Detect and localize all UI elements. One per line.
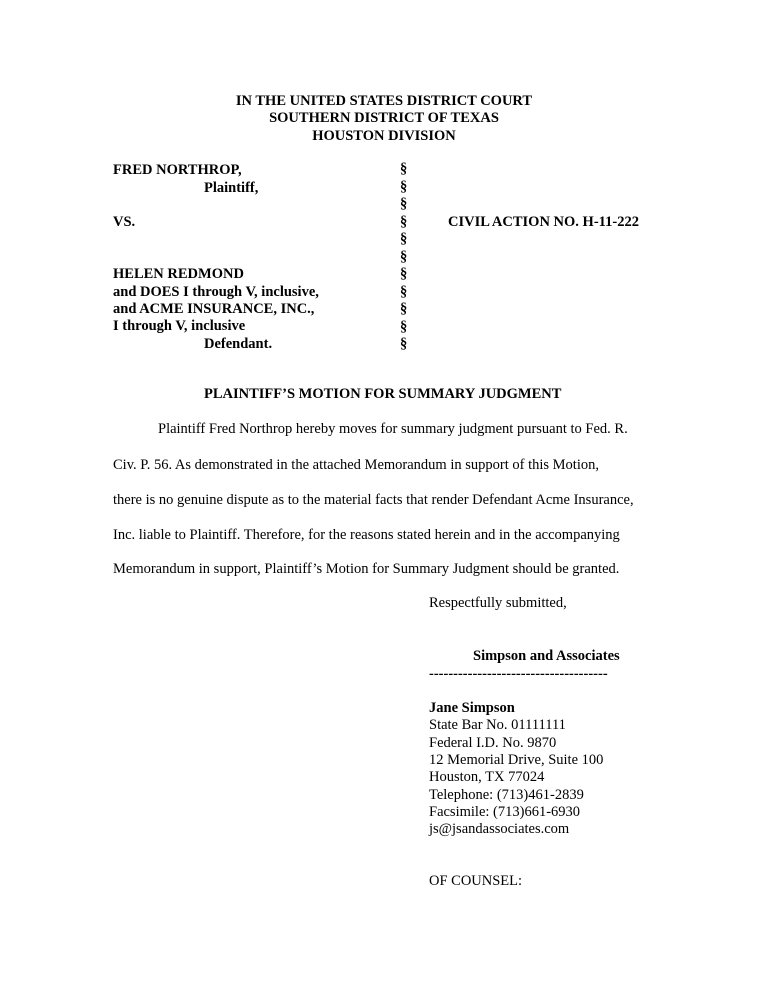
telephone: Telephone: (713)461-2839 [429,787,584,803]
facsimile: Facsimile: (713)661-6930 [429,804,581,820]
court-division: HOUSTON DIVISION [312,128,456,144]
federal-id: Federal I.D. No. 9870 [429,735,557,751]
section-symbol: § [400,178,408,195]
section-symbol: § [400,248,408,265]
closing: Respectfully submitted, [429,595,567,611]
section-symbol: § [400,231,408,247]
section-symbol: § [400,196,408,212]
section-symbol: § [400,266,408,282]
motion-title: PLAINTIFF’S MOTION FOR SUMMARY JUDGMENT [204,386,562,402]
defendant-line: and DOES I through V, inclusive, [113,284,319,300]
motion-body-line: Plaintiff Fred Northrop hereby moves for summary judgment pursuant to Fed. R. [158,421,628,437]
plaintiff-role: Plaintiff, [204,180,259,196]
section-symbol: § [400,213,408,230]
motion-body-line: Civ. P. 56. As demonstrated in the attached Memorandum in support of this Motion, [113,457,599,473]
section-symbol: § [400,318,408,335]
defendant-role: Defendant. [204,336,273,352]
address-line2: Houston, TX 77024 [429,769,545,785]
bar-number: State Bar No. 01111111 [429,717,566,733]
motion-body-line: Inc. liable to Plaintiff. Therefore, for the reasons stated herein and in the accompanying [113,527,620,543]
civil-action-number: CIVIL ACTION NO. H-11-222 [448,214,639,230]
versus-label: VS. [113,214,136,230]
email-link[interactable]: js@jsandassociates.com [429,821,570,837]
signature-line: ------------------------------------- [429,666,608,682]
attorney-name: Jane Simpson [429,700,515,716]
section-symbol: § [400,283,408,300]
court-district: SOUTHERN DISTRICT OF TEXAS [269,110,499,126]
motion-body-line: there is no genuine dispute as to the material facts that render Defendant Acme Insurance, [113,492,634,508]
defendant-line: HELEN REDMOND [113,266,244,282]
plaintiff-name: FRED NORTHROP, [113,162,242,178]
of-counsel: OF COUNSEL: [429,873,523,889]
address-line1: 12 Memorial Drive, Suite 100 [429,752,604,768]
defendant-line: I through V, inclusive [113,318,246,334]
firm-name: Simpson and Associates [473,648,620,664]
defendant-line: and ACME INSURANCE, INC., [113,301,315,317]
court-name: IN THE UNITED STATES DISTRICT COURT [235,93,533,109]
section-symbol: § [400,161,408,177]
section-symbol: § [400,336,408,352]
section-symbol: § [400,301,408,317]
motion-body-line: Memorandum in support, Plaintiff’s Motion for Summary Judgment should be granted. [113,561,620,577]
